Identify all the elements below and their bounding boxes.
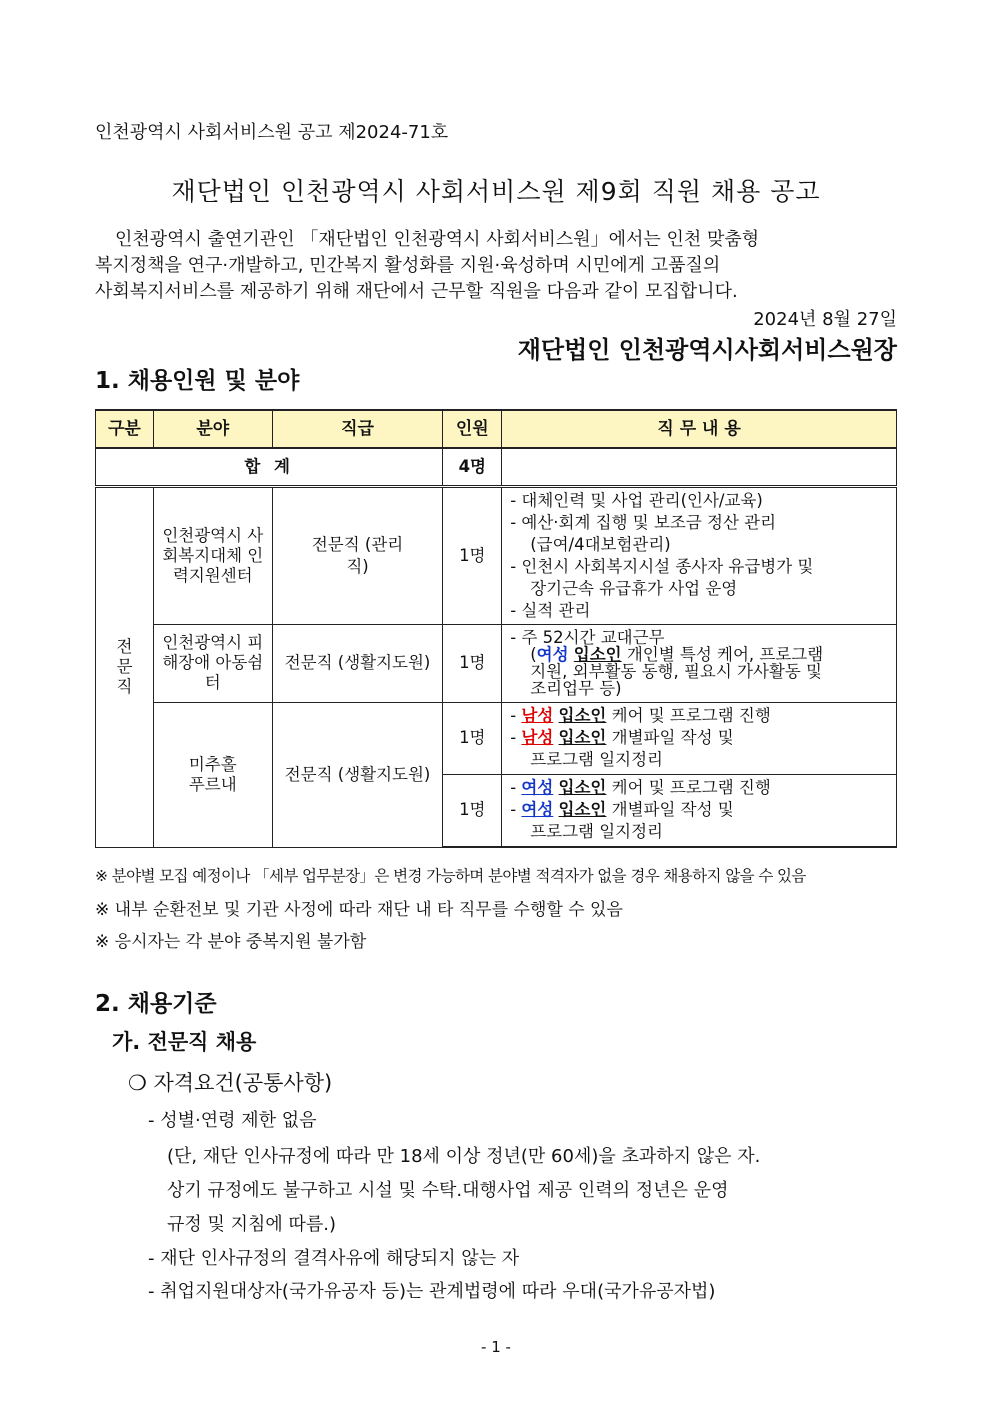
field-cell: 미추홀 푸르내 xyxy=(153,702,272,847)
qualification-detail: (단, 재단 인사규정에 따라 만 18세 이상 정년(만 60세)을 초과하지 않은 자. xyxy=(167,1146,761,1167)
resident-label: 입소인 xyxy=(558,800,607,820)
duty-text: 케어 및 프로그램 진행 xyxy=(611,778,771,798)
page-title: 재단법인 인천광역시 사회서비스원 제9회 직원 채용 공고 xyxy=(171,177,821,206)
dash: - xyxy=(510,778,522,798)
qualification-item: - 성별·연령 제한 없음 xyxy=(148,1110,317,1131)
count-cell: 1명 xyxy=(443,702,502,774)
qualification-item: - 재단 인사규정의 결격사유에 해당되지 않는 자 xyxy=(148,1248,520,1269)
rank-cell: 전문직 (생활지도원) xyxy=(272,624,443,702)
header-rank: 직급 xyxy=(272,410,443,448)
resident-label: 입소인 xyxy=(558,728,607,747)
duty-line: 지원, 외부활동 동행, 필요시 가사활동 및 xyxy=(530,662,822,681)
note: ※ 응시자는 각 분야 중복지원 불가함 xyxy=(95,932,367,952)
qualification-detail: 규정 및 지침에 따름.) xyxy=(167,1214,337,1235)
recruitment-table xyxy=(95,409,897,848)
section2-heading: 2. 채용기준 xyxy=(95,991,217,1017)
duty-line: 조리업무 등) xyxy=(530,679,622,698)
total-label: 합 계 xyxy=(96,448,443,486)
duty-line: - 실적 관리 xyxy=(510,600,591,620)
total-row xyxy=(96,448,897,486)
field-cell: 인천광역시 피해장애 아동쉼터 xyxy=(153,624,272,702)
resident-label: 입소인 xyxy=(558,706,607,725)
duty-text: 개별파일 작성 및 xyxy=(611,800,734,820)
count-cell: 1명 xyxy=(443,774,502,847)
intro-paragraph xyxy=(95,227,897,305)
qualification-detail: 상기 규정에도 불구하고 시설 및 수탁.대행사업 제공 인력의 정년은 운영 xyxy=(167,1180,729,1201)
duties-cell xyxy=(502,624,897,702)
note: ※ 내부 순환전보 및 기관 사정에 따라 재단 내 타 직무를 수행할 수 있음 xyxy=(95,900,623,920)
gender-male: 남성 xyxy=(521,706,554,725)
header-category: 구분 xyxy=(96,410,154,448)
gender-female: 여성 xyxy=(536,645,569,664)
page-number: - 1 - xyxy=(481,1338,511,1356)
table-header-row xyxy=(96,410,897,448)
notice-number: 인천광역시 사회서비스원 공고 제2024-71호 xyxy=(95,122,449,143)
qualification-heading: ❍ 자격요건(공통사항) xyxy=(128,1071,333,1095)
duties-cell xyxy=(502,702,897,774)
duty-line xyxy=(510,646,890,663)
duty-line: - 주 52시간 교대근무 xyxy=(510,628,665,647)
gender-female: 여성 xyxy=(521,778,554,798)
intro-line-2: 복지정책을 연구·개발하고, 민간복지 활성화를 지원·육성하며 시민에게 고품질의 xyxy=(95,255,721,276)
duty-line xyxy=(510,727,890,749)
header-duties: 직 무 내 용 xyxy=(502,410,897,448)
resident-label: 입소인 xyxy=(558,778,607,798)
qualification-item: - 취업지원대상자(국가유공자 등)는 관계법령에 따라 우대(국가유공자법) xyxy=(148,1281,716,1302)
count-cell: 1명 xyxy=(443,486,502,624)
duty-line xyxy=(510,705,890,727)
duty-line xyxy=(510,777,890,799)
duty-text: 개별파일 작성 및 xyxy=(611,728,734,747)
note: ※ 분야별 모집 예정이나 「세부 업무분장」은 변경 가능하며 분야별 적격자가 없을 경우 채용하지 않을 수 있음 xyxy=(95,867,806,885)
paren-open: ( xyxy=(530,645,537,664)
rank-cell: 전문직 (생활지도원) xyxy=(272,702,443,847)
duty-line: 프로그램 일지정리 xyxy=(530,822,663,842)
header-count: 인원 xyxy=(443,410,502,448)
signer: 재단법인 인천광역시사회서비스원장 xyxy=(517,336,897,364)
duty-line: (급여/4대보험관리) xyxy=(530,534,671,554)
rank-cell: 전문직 (관리직) xyxy=(272,486,443,624)
duty-line: - 예산·회계 집행 및 보조금 정산 관리 xyxy=(510,512,777,532)
table-row xyxy=(96,702,897,774)
category-label: 전문직 xyxy=(116,637,133,696)
total-count: 4명 xyxy=(443,448,502,486)
category-cell xyxy=(96,486,154,847)
subsection-heading: 가. 전문직 채용 xyxy=(112,1030,257,1054)
announcement-date: 2024년 8월 27일 xyxy=(753,309,897,330)
field-cell: 인천광역시 사회복지대체 인력지원센터 xyxy=(153,486,272,624)
intro-line-1: 인천광역시 출연기관인 「재단법인 인천광역시 사회서비스원」에서는 인천 맞춤형 xyxy=(115,229,760,250)
dash: - xyxy=(510,728,522,747)
gender-female: 여성 xyxy=(521,800,554,820)
duties-cell xyxy=(502,774,897,847)
duty-line xyxy=(510,799,890,821)
header-field: 분야 xyxy=(153,410,272,448)
section1-heading: 1. 채용인원 및 분야 xyxy=(95,368,300,394)
dash: - xyxy=(510,706,522,725)
table-row xyxy=(96,624,897,702)
duty-line: 프로그램 일지정리 xyxy=(530,750,663,769)
duty-text: 케어 및 프로그램 진행 xyxy=(611,706,771,725)
dash: - xyxy=(510,800,522,820)
duty-line: - 인천시 사회복지시설 종사자 유급병가 및 xyxy=(510,556,814,576)
intro-line-3: 사회복지서비스를 제공하기 위해 재단에서 근무할 직원을 다음과 같이 모집합니다. xyxy=(95,281,738,302)
gender-male: 남성 xyxy=(521,728,554,747)
table-row xyxy=(96,486,897,624)
duty-line: 장기근속 유급휴가 사업 운영 xyxy=(530,578,738,598)
duty-line: - 대체인력 및 사업 관리(인사/교육) xyxy=(510,490,763,510)
resident-label: 입소인 xyxy=(573,645,622,664)
total-empty xyxy=(502,448,897,486)
duties-cell xyxy=(502,486,897,624)
count-cell: 1명 xyxy=(443,624,502,702)
duty-text: 개인별 특성 케어, 프로그램 xyxy=(626,645,824,664)
